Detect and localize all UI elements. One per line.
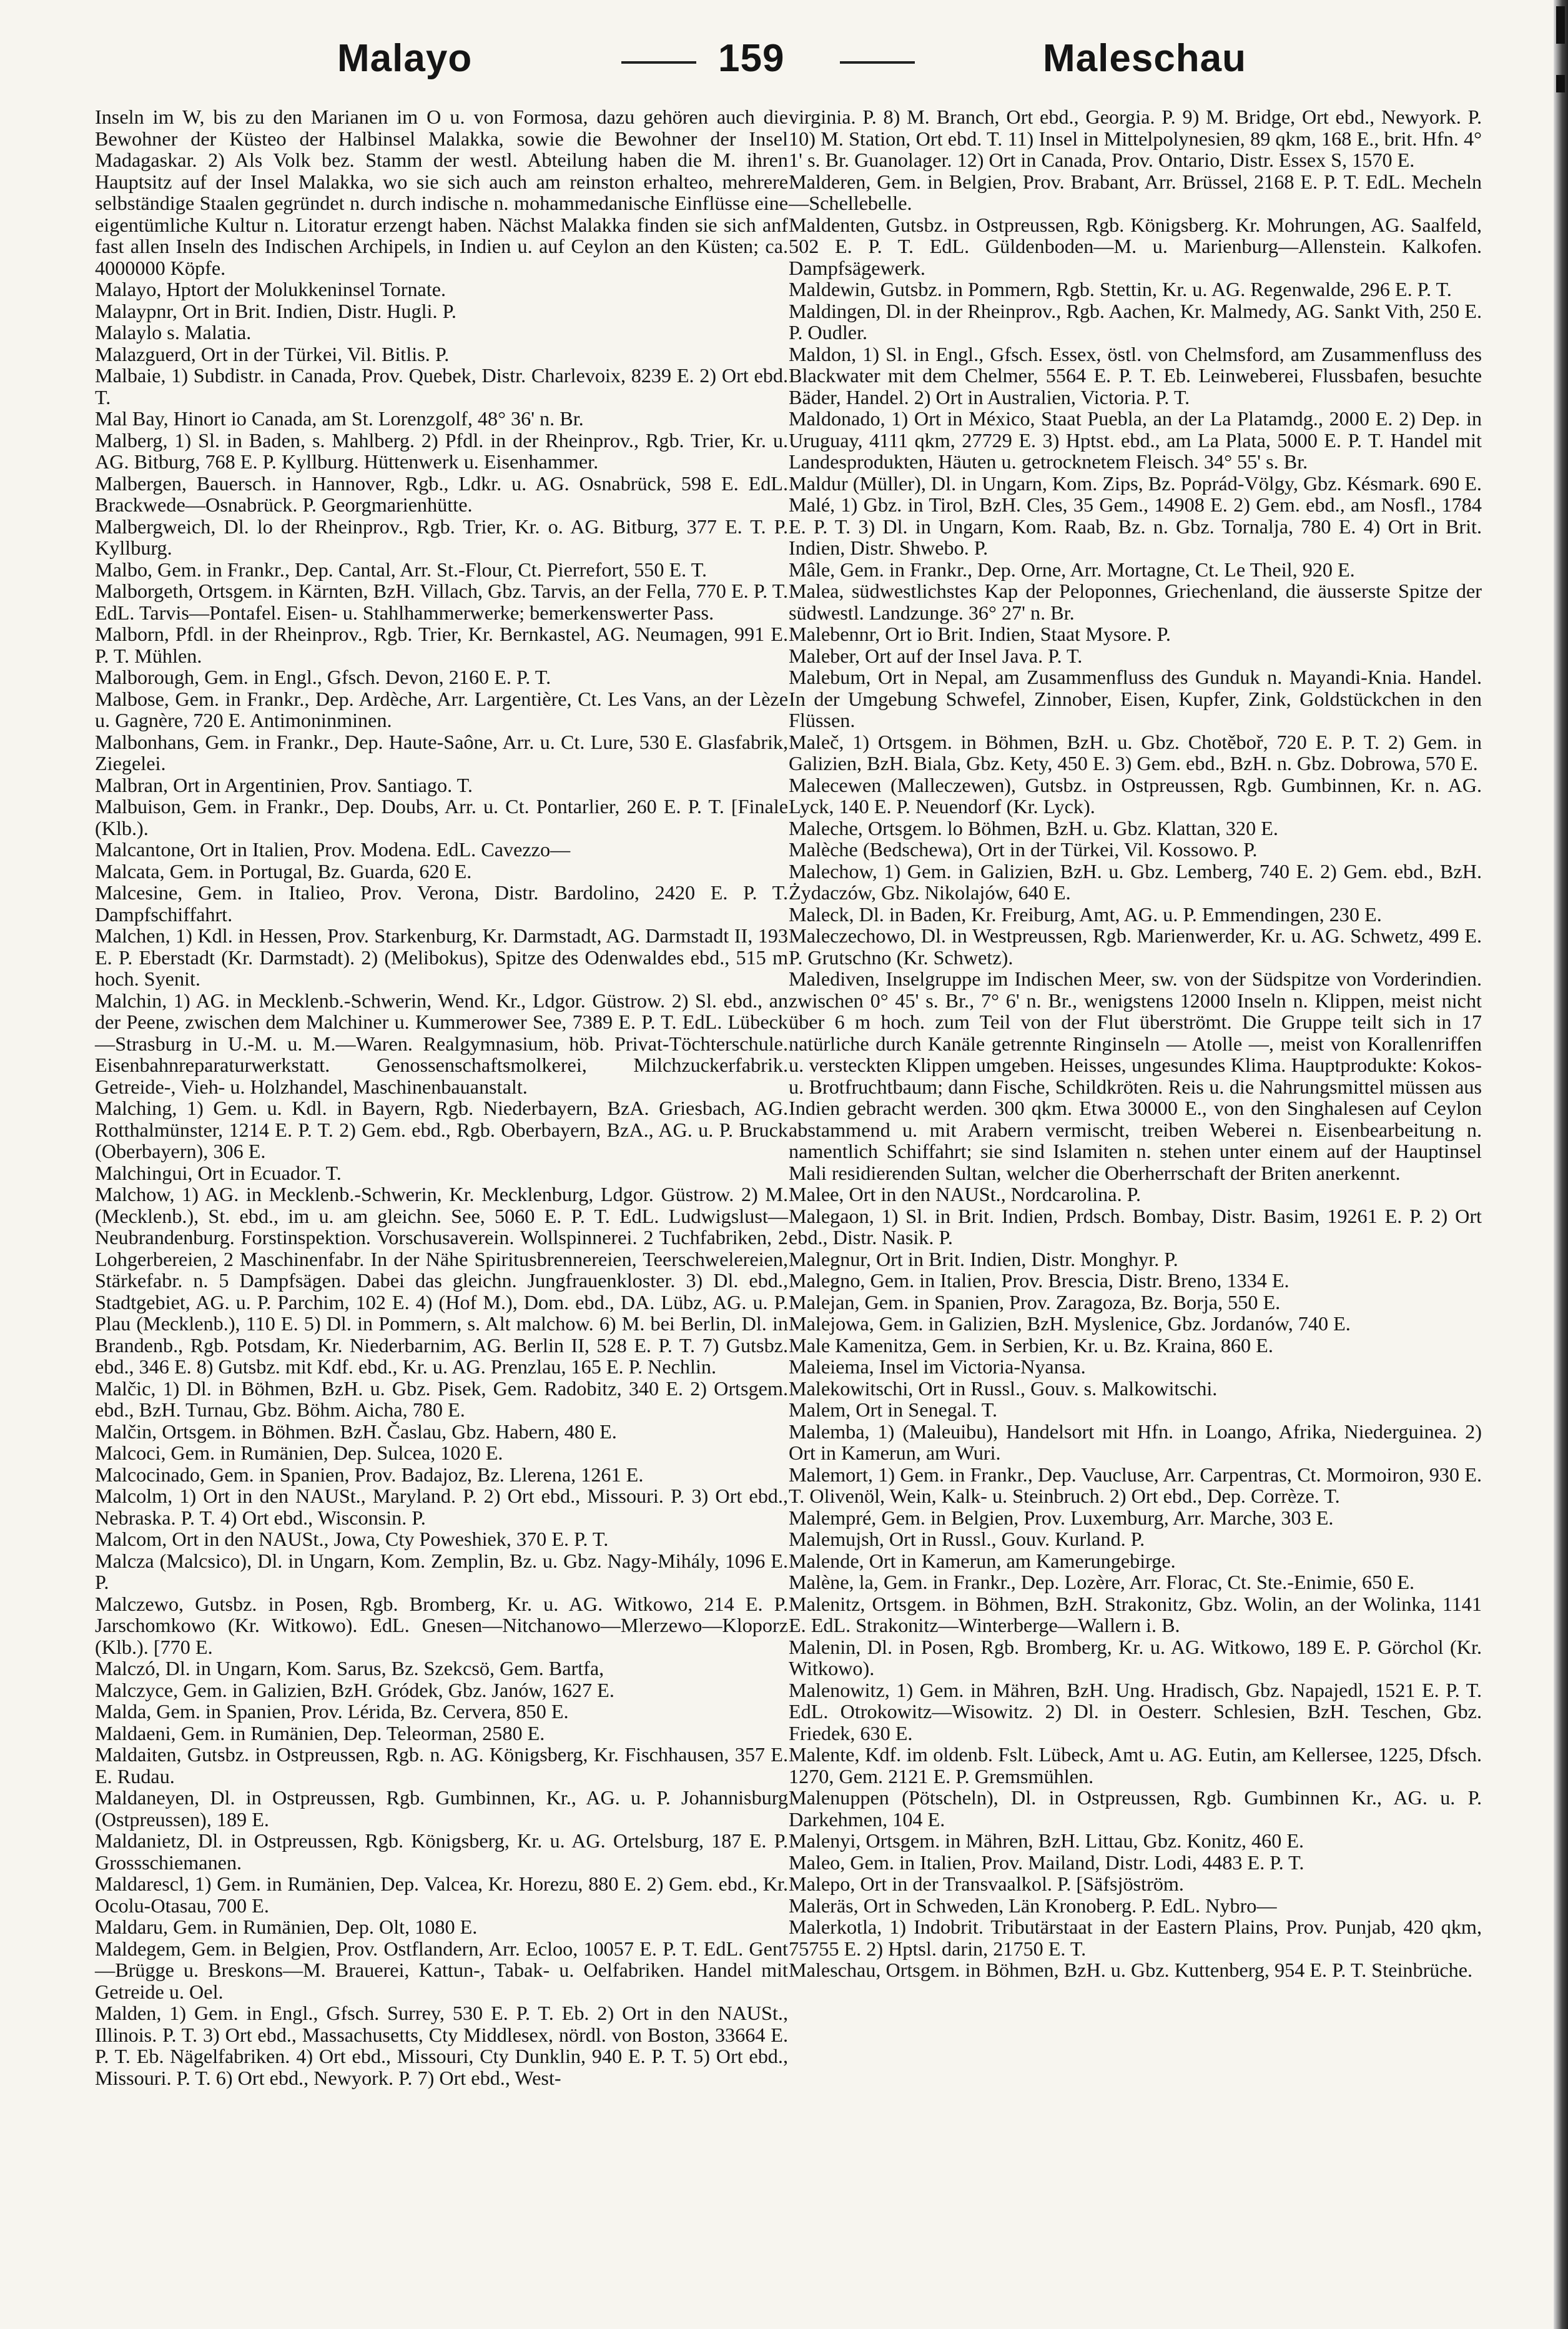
dictionary-entry: Malching, 1) Gem. u. Kdl. in Bayern, Rgb. Niederbayern, BzA. Griesbach, AG. Rotthalmünster, 1214 E. P. T. 2) Gem. ebd., Rgb. Oberbayern, BzA., AG. u. P. Bruck (Oberbayern), 306 E.	[95, 1097, 788, 1162]
page-number: 159	[718, 37, 785, 80]
dictionary-entry: Maldegem, Gem. in Belgien, Prov. Ostflandern, Arr. Ecloo, 10057 E. P. T. EdL. Gent—Brügge u. Breskons—M. Brauerei, Kattun-, Tabak- u. Oelfabriken. Handel mit Getreide u. Oel.	[95, 1937, 788, 2003]
dictionary-entry: Maleräs, Ort in Schweden, Län Kronoberg. P. EdL. Nybro—	[789, 1894, 1277, 1917]
dictionary-entry: Malborough, Gem. in Engl., Gfsch. Devon, 2160 E. P. T.	[95, 666, 551, 688]
scan-edge-mark	[1556, 6, 1565, 44]
dictionary-entry: Maleczechowo, Dl. in Westpreussen, Rgb. Marienwerder, Kr. u. AG. Schwetz, 499 E. P. Grutschno (Kr. Schwetz).	[789, 924, 1482, 969]
scan-edge-mark	[1556, 75, 1565, 92]
dictionary-entry: Malbo, Gem. in Frankr., Dep. Cantal, Arr. St.-Flour, Ct. Pierrefort, 550 E. T.	[95, 558, 708, 581]
dictionary-entry: Inseln im W, bis zu den Marianen im O u. von Formosa, dazu gehören auch die Bewohner der Küsteo der Halbinsel Malakka, sowie die Bewohner der Insel Madagaskar. 2) Als Volk bez. Stamm der westl. Abteilung haben die M. ihren Hauptsitz auf der Insel Malakka, wo sie sich auch am reinston erhalteo, mehrere selbständige Staalen gegründet n. durch indische n. mohammedanische Einflüsse eine eigentümliche Kultur n. Litoratur erzengt haben. Nächst Malakka finden sie sich anf fast allen Inseln des Indischen Archipels, in Indien u. auf Ceylon an den Küsten; ca. 4000000 Köpfe.	[95, 106, 788, 279]
dictionary-entry: Malayo, Hptort der Molukkeninsel Tornate.	[95, 278, 446, 300]
dictionary-entry: Malemba, 1) (Maleuibu), Handelsort mit Hfn. in Loango, Afrika, Niederguinea. 2) Ort in Kamerun, am Wuri.	[789, 1420, 1482, 1464]
dictionary-entry: Malderen, Gem. in Belgien, Prov. Brabant, Arr. Brüssel, 2168 E. P. T. EdL. Mecheln—Schellebelle.	[789, 170, 1482, 214]
dictionary-entry: Malberg, 1) Sl. in Baden, s. Mahlberg. 2) Pfdl. in der Rheinprov., Rgb. Trier, Kr. u. AG. Bitburg, 768 E. P. Kyllburg. Hüttenwerk u. Eisenhammer.	[95, 428, 788, 473]
dictionary-entry: Male Kamenitza, Gem. in Serbien, Kr. u. Bz. Kraina, 860 E.	[789, 1333, 1273, 1357]
dictionary-entry: Malčin, Ortsgem. in Böhmen. BzH. Časlau, Gbz. Habern, 480 E.	[95, 1420, 617, 1443]
dictionary-entry: Malcantone, Ort in Italien, Prov. Modena. EdL. Cavezzo—	[95, 838, 571, 861]
dictionary-entry: Maldon, 1) Sl. in Engl., Gfsch. Essex, östl. von Chelmsford, am Zusammenfluss des Blackwater mit dem Chelmer, 5564 E. P. T. Eb. Leinweberei, Flussbafen, besuchte Bäder, Handel. 2) Ort in Australien, Victoria. P. T.	[789, 342, 1482, 408]
dictionary-entry: Malerkotla, 1) Indobrit. Tributärstaat in der Eastern Plains, Prov. Punjab, 420 qkm, 75755 E. 2) Hptsl. darin, 21750 E. T.	[789, 1916, 1482, 1960]
dictionary-entry: Malem, Ort in Senegal. T.	[789, 1398, 998, 1421]
dictionary-entry: Malegnur, Ort in Brit. Indien, Distr. Monghyr. P.	[789, 1247, 1178, 1270]
right-column	[789, 106, 1482, 1981]
dictionary-entry: Malcocinado, Gem. in Spanien, Prov. Badajoz, Bz. Llerena, 1261 E.	[95, 1463, 644, 1486]
dictionary-entry: Malczó, Dl. in Ungarn, Kom. Sarus, Bz. Szekcsö, Gem. Bartfa,	[95, 1657, 604, 1679]
dictionary-entry: Maleschau, Ortsgem. in Böhmen, BzH. u. Gbz. Kuttenberg, 954 E. P. T. Steinbrüche.	[789, 1959, 1473, 1981]
dictionary-entry: Malèche (Bedschewa), Ort in der Türkei, Vil. Kossowo. P.	[789, 838, 1258, 861]
dictionary-entry: Malbonhans, Gem. in Frankr., Dep. Haute-Saône, Arr. u. Ct. Lure, 530 E. Glasfabrik, Ziegelei.	[95, 730, 788, 774]
dictionary-entry: Malegaon, 1) Sl. in Brit. Indien, Prdsch. Bombay, Distr. Basim, 19261 E. P. 2) Ort ebd., Distr. Nasik. P.	[789, 1204, 1482, 1249]
dictionary-entry: Malemujsh, Ort in Russl., Gouv. Kurland. P.	[789, 1528, 1145, 1550]
dictionary-entry: Malenin, Dl. in Posen, Rgb. Bromberg, Kr. u. AG. Witkowo, 189 E. P. Görchol (Kr. Witkowo).	[789, 1635, 1482, 1679]
dictionary-entry: Malekowitschi, Ort in Russl., Gouv. s. Malkowitschi.	[789, 1377, 1218, 1400]
dictionary-entry: Malchingui, Ort in Ecuador. T.	[95, 1161, 342, 1184]
header-last-entry-word: Maleschau	[1043, 37, 1247, 80]
dictionary-entry: Mal Bay, Hinort io Canada, am St. Lorenzgolf, 48° 36' n. Br.	[95, 407, 584, 430]
dictionary-entry: Malène, la, Gem. in Frankr., Dep. Lozère, Arr. Florac, Ct. Ste.-Enimie, 650 E.	[789, 1571, 1415, 1593]
dictionary-entry: Malborgeth, Ortsgem. in Kärnten, BzH. Villach, Gbz. Tarvis, an der Fella, 770 E. P. T. EdL. Tarvis—Pontafel. Eisen- u. Stahlhammerwerke; bemerkenswerter Pass.	[95, 580, 788, 624]
dictionary-entry: Maleiema, Insel im Victoria-Nyansa.	[789, 1355, 1086, 1378]
header-first-entry-word: Malayo	[337, 37, 473, 80]
header-dash-right	[840, 61, 915, 64]
dictionary-entry: Malborn, Pfdl. in der Rheinprov., Rgb. Trier, Kr. Bernkastel, AG. Neumagen, 991 E. P. T. Mühlen.	[95, 623, 788, 667]
dictionary-entry: Mâle, Gem. in Frankr., Dep. Orne, Arr. Mortagne, Ct. Le Theil, 920 E.	[789, 558, 1355, 581]
dictionary-entry: Maldaru, Gem. in Rumänien, Dep. Olt, 1080 E.	[95, 1916, 478, 1938]
dictionary-entry: Malende, Ort in Kamerun, am Kamerungebirge.	[789, 1549, 1176, 1572]
dictionary-entry: Malé, 1) Gbz. in Tirol, BzH. Cles, 35 Gem., 14908 E. 2) Gem. ebd., am Nosfl., 1784 E. P. T. 3) Dl. in Ungarn, Kom. Raab, Bz. n. Gbz. Tornalja, 780 E. 4) Ort in Brit. Indien, Distr. Shwebo. P.	[789, 493, 1482, 559]
dictionary-entry: Malczyce, Gem. in Galizien, BzH. Gródek, Gbz. Janów, 1627 E.	[95, 1678, 614, 1701]
dictionary-entry: Malbose, Gem. in Frankr., Dep. Ardèche, Arr. Largentière, Ct. Les Vans, an der Lèze u. Gagnère, 720 E. Antimoninminen.	[95, 687, 788, 731]
dictionary-entry: Malcata, Gem. in Portugal, Bz. Guarda, 620 E.	[95, 859, 472, 883]
dictionary-entry: Malcoci, Gem. in Rumänien, Dep. Sulcea, 1020 E.	[95, 1441, 503, 1464]
dictionary-entry: Malenitz, Ortsgem. in Böhmen, BzH. Strakonitz, Gbz. Wolin, an der Wolinka, 1141 E. EdL. Strakonitz—Winterberge—Wallern i. B.	[789, 1592, 1482, 1636]
dictionary-entry: Malediven, Inselgruppe im Indischen Meer, sw. von der Südspitze von Vorderindien. zwischen 0° 45' s. Br., 7° 6' n. Br., wenigstens 12000 Inseln n. Klippen, meist nicht über 6 m hoch. zum Teil von der Flut überströmt. Die Gruppe teilt sich in 17 natürliche durch Kanäle getrennte Ringinseln — Atolle —, meist von Korallenriffen u. versteckten Klippen umgeben. Heisses, ungesundes Klima. Hauptprodukte: Kokos- u. Brotfruchtbaum; dann Fische, Schildkröten. Reis u. die Nahrungsmittel müssen aus Indien gebracht werden. 300 qkm. Etwa 30000 E., von den Singhalesen auf Ceylon abstammend u. mit Arabern vermischt, treiben Weberei n. Eisenbearbeitung n. namentlich Schiffahrt; sie sind Islamiten n. stehen unter einem auf der Hauptinsel Mali residierenden Sultan, welcher die Oberherrschaft der Briten anerkennt.	[789, 967, 1482, 1184]
dictionary-entry: Malcza (Malcsico), Dl. in Ungarn, Kom. Zemplin, Bz. u. Gbz. Nagy-Mihály, 1096 E. P.	[95, 1549, 788, 1593]
dictionary-entry: Maldewin, Gutsbz. in Pommern, Rgb. Stettin, Kr. u. AG. Regenwalde, 296 E. P. T.	[789, 278, 1452, 300]
dictionary-entry: Malchin, 1) AG. in Mecklenb.-Schwerin, Wend. Kr., Ldgor. Güstrow. 2) Sl. ebd., an der Peene, zwischen dem Malchiner u. Kummerower See, 7389 E. P. T. EdL. Lübeck—Strasburg in U.-M. u. M.—Waren. Realgymnasium, höb. Privat-Töchterschule. Eisenbahnreparaturwerkstatt. Genossenschaftsmolkerei, Milchzuckerfabrik. Getreide-, Vieh- u. Holzhandel, Maschinenbauanstalt.	[95, 989, 788, 1098]
dictionary-entry: Malcolm, 1) Ort in den NAUSt., Maryland. P. 2) Ort ebd., Missouri. P. 3) Ort ebd., Nebraska. P. T. 4) Ort ebd., Wisconsin. P.	[95, 1485, 788, 1529]
dictionary-entry: Malbaie, 1) Subdistr. in Canada, Prov. Quebek, Distr. Charlevoix, 8239 E. 2) Ort ebd. T.	[95, 364, 788, 408]
dictionary-entry: Maleber, Ort auf der Insel Java. P. T.	[789, 644, 1083, 667]
dictionary-entry: Maleck, Dl. in Baden, Kr. Freiburg, Amt, AG. u. P. Emmendingen, 230 E.	[789, 902, 1382, 926]
dictionary-entry: Malda, Gem. in Spanien, Prov. Lérida, Bz. Cervera, 850 E.	[95, 1700, 569, 1723]
dictionary-entry: Malebum, Ort in Nepal, am Zusammenfluss des Gunduk n. Mayandi-Knia. Handel. In der Umgebung Schwefel, Zinnober, Eisen, Kupfer, Zink, Goldstückchen in den Flüssen.	[789, 666, 1482, 731]
dictionary-entry: Malecewen (Malleczewen), Gutsbz. in Ostpreussen, Rgb. Gumbinnen, Kr. n. AG. Lyck, 140 E. P. Neuendorf (Kr. Lyck).	[789, 773, 1482, 818]
dictionary-entry: Malente, Kdf. im oldenb. Fslt. Lübeck, Amt u. AG. Eutin, am Kellersee, 1225, Dfsch. 1270, Gem. 2121 E. P. Gremsmühlen.	[789, 1743, 1482, 1788]
dictionary-entry: Maleche, Ortsgem. lo Böhmen, BzH. u. Gbz. Klattan, 320 E.	[789, 816, 1278, 839]
dictionary-entry: Malcesine, Gem. in Italieo, Prov. Verona, Distr. Bardolino, 2420 E. P. T. Dampfschiffahrt.	[95, 881, 788, 926]
dictionary-entry: Maldarescl, 1) Gem. in Rumänien, Dep. Valcea, Kr. Horezu, 880 E. 2) Gem. ebd., Kr. Ocolu-Otasau, 700 E.	[95, 1872, 788, 1917]
dictionary-entry: Maldaeni, Gem. in Rumänien, Dep. Teleorman, 2580 E.	[95, 1721, 545, 1744]
dictionary-entry: Malbergweich, Dl. lo der Rheinprov., Rgb. Trier, Kr. o. AG. Bitburg, 377 E. T. P. Kyllburg.	[95, 515, 788, 559]
dictionary-entry: Malea, südwestlichstes Kap der Peloponnes, Griechenland, die äusserste Spitze der südwestl. Landzunge. 36° 27' n. Br.	[789, 580, 1482, 624]
dictionary-entry: Malenowitz, 1) Gem. in Mähren, BzH. Ung. Hradisch, Gbz. Napajedl, 1521 E. P. T. EdL. Otrokowitz—Wisowitz. 2) Dl. in Oesterr. Schlesien, BzH. Teschen, Gbz. Friedek, 630 E.	[789, 1678, 1482, 1744]
dictionary-entry: Malenuppen (Pötscheln), Dl. in Ostpreussen, Rgb. Gumbinnen Kr., AG. u. P. Darkehmen, 104 E.	[789, 1786, 1482, 1831]
dictionary-entry: Maldaneyen, Dl. in Ostpreussen, Rgb. Gumbinnen, Kr., AG. u. P. Johannisburg (Ostpreussen), 189 E.	[95, 1786, 788, 1831]
dictionary-entry: Malegno, Gem. in Italien, Prov. Brescia, Distr. Breno, 1334 E.	[789, 1269, 1289, 1292]
dictionary-entry: Maldaiten, Gutsbz. in Ostpreussen, Rgb. n. AG. Königsberg, Kr. Fischhausen, 357 E. E. Rudau.	[95, 1743, 788, 1788]
dictionary-entry: Malazguerd, Ort in der Türkei, Vil. Bitlis. P.	[95, 342, 450, 365]
dictionary-entry: Malbuison, Gem. in Frankr., Dep. Doubs, Arr. u. Ct. Pontarlier, 260 E. P. T. [Finale (Klb.).	[95, 795, 788, 839]
dictionary-entry: Maleč, 1) Ortsgem. in Böhmen, BzH. u. Gbz. Chotěboř, 720 E. P. T. 2) Gem. in Galizien, BzH. Biala, Gbz. Kety, 450 E. 3) Gem. ebd., BzH. n. Gbz. Dobrowa, 570 E.	[789, 730, 1482, 774]
left-column	[95, 106, 788, 2089]
header-dash-left	[621, 61, 696, 64]
dictionary-entry: Maldenten, Gutsbz. in Ostpreussen, Rgb. Königsberg. Kr. Mohrungen, AG. Saalfeld, 502 E. P. T. EdL. Güldenboden—M. u. Marienburg—Allenstein. Kalkofen. Dampfsägewerk.	[789, 213, 1482, 279]
dictionary-entry: Malčic, 1) Dl. in Böhmen, BzH. u. Gbz. Pisek, Gem. Radobitz, 340 E. 2) Ortsgem. ebd., BzH. Turnau, Gbz. Böhm. Aicha, 780 E.	[95, 1377, 788, 1421]
dictionary-entry: Malee, Ort in den NAUSt., Nordcarolina. P.	[789, 1183, 1141, 1205]
dictionary-entry: virginia. P. 8) M. Branch, Ort ebd., Georgia. P. 9) M. Bridge, Ort ebd., Newyork. P. 10) M. Station, Ort ebd. T. 11) Insel in Mittelpolynesien, 89 qkm, 168 E., brit. Hfn. 4° 1' s. Br. Guanolager. 12) Ort in Canada, Prov. Ontario, Distr. Essex S, 1570 E.	[789, 106, 1482, 171]
dictionary-entry: Maldanietz, Dl. in Ostpreussen, Rgb. Königsberg, Kr. u. AG. Ortelsburg, 187 E. P. Grossschiemanen.	[95, 1829, 788, 1874]
dictionary-entry: Malden, 1) Gem. in Engl., Gfsch. Surrey, 530 E. P. T. Eb. 2) Ort in den NAUSt., Illinois. P. T. 3) Ort ebd., Massachusetts, Cty Middlesex, nördl. von Boston, 33664 E. P. T. Eb. Nägelfabriken. 4) Ort ebd., Missouri, Cty Dunklin, 940 E. P. T. 5) Ort ebd., Missouri. P. T. 6) Ort ebd., Newyork. P. 7) Ort ebd., West-	[95, 2002, 788, 2089]
dictionary-entry: Malaylo s. Malatia.	[95, 321, 252, 344]
dictionary-entry: Maldur (Müller), Dl. in Ungarn, Kom. Zips, Bz. Poprád-Völgy, Gbz. Késmark. 690 E.	[789, 472, 1482, 495]
dictionary-entry: Malepo, Ort in der Transvaalkol. P. [Säfsjöström.	[789, 1872, 1184, 1895]
dictionary-entry: Malejan, Gem. in Spanien, Prov. Zaragoza, Bz. Borja, 550 E.	[789, 1290, 1281, 1313]
dictionary-entry: Maldingen, Dl. in der Rheinprov., Rgb. Aachen, Kr. Malmedy, AG. Sankt Vith, 250 E. P. Oudler.	[789, 299, 1482, 344]
dictionary-entry: Maldonado, 1) Ort in México, Staat Puebla, an der La Platamdg., 2000 E. 2) Dep. in Uruguay, 4111 qkm, 27729 E. 3) Hptst. ebd., am La Plata, 5000 E. P. T. Handel mit Landesprodukten, Häuten u. getrocknetem Fleisch. 34° 55' s. Br.	[789, 407, 1482, 473]
scan-edge-shadow	[1554, 0, 1568, 2329]
dictionary-entry: Malbergen, Bauersch. in Hannover, Rgb., Ldkr. u. AG. Osnabrück, 598 E. EdL. Brackwede—Osnabrück. P. Georgmarienhütte.	[95, 472, 788, 516]
dictionary-entry: Malenyi, Ortsgem. in Mähren, BzH. Littau, Gbz. Konitz, 460 E.	[789, 1829, 1304, 1852]
dictionary-entry: Malejowa, Gem. in Galizien, BzH. Myslenice, Gbz. Jordanów, 740 E.	[789, 1312, 1351, 1335]
dictionary-entry: Maleo, Gem. in Italien, Prov. Mailand, Distr. Lodi, 4483 E. P. T.	[789, 1851, 1304, 1874]
dictionary-entry: Malaypnr, Ort in Brit. Indien, Distr. Hugli. P.	[95, 299, 456, 322]
dictionary-entry: Malcom, Ort in den NAUSt., Jowa, Cty Poweshiek, 370 E. P. T.	[95, 1528, 609, 1550]
dictionary-entry: Malebennr, Ort io Brit. Indien, Staat Mysore. P.	[789, 623, 1171, 645]
dictionary-entry: Malemort, 1) Gem. in Frankr., Dep. Vaucluse, Arr. Carpentras, Ct. Mormoiron, 930 E. T. Olivenöl, Wein, Kalk- u. Steinbruch. 2) Ort ebd., Dep. Corrèze. T.	[789, 1463, 1482, 1507]
dictionary-entry: Malchow, 1) AG. in Mecklenb.-Schwerin, Kr. Mecklenburg, Ldgor. Güstrow. 2) M. (Mecklenb.), St. ebd., im u. am gleichn. See, 5060 E. P. T. EdL. Ludwigslust—Neubrandenburg. Forstinspektion. Vorschusaverein. Wollspinnerei. 2 Tuchfabriken, 2 Lohgerbereien, 2 Maschinenfabr. In der Nähe Spiritusbrennereien, Teerschwelereien, Stärkefabr. n. 5 Dampfsägen. Dabei das gleichn. Jungfrauenkloster. 3) Dl. ebd., Stadtgebiet, AG. u. P. Parchim, 102 E. 4) (Hof M.), Dom. ebd., DA. Lübz, AG. u. P. Plau (Mecklenb.), 110 E. 5) Dl. in Pommern, s. Alt malchow. 6) M. bei Berlin, Dl. in Brandenb., Rgb. Potsdam, Kr. Niederbarnim, AG. Berlin II, 528 E. P. T. 7) Gutsbz. ebd., 346 E. 8) Gutsbz. mit Kdf. ebd., Kr. u. AG. Prenzlau, 165 E. P. Nechlin.	[95, 1183, 788, 1378]
page-header	[94, 25, 1467, 94]
dictionary-entry: Malechow, 1) Gem. in Galizien, BzH. u. Gbz. Lemberg, 740 E. 2) Gem. ebd., BzH. Żydaczów, Gbz. Nikolajów, 640 E.	[789, 859, 1482, 904]
dictionary-entry: Malempré, Gem. in Belgien, Prov. Luxemburg, Arr. Marche, 303 E.	[789, 1506, 1334, 1529]
dictionary-entry: Malchen, 1) Kdl. in Hessen, Prov. Starkenburg, Kr. Darmstadt, AG. Darmstadt II, 193 E. P. Eberstadt (Kr. Darmstadt). 2) (Melibokus), Spitze des Odenwaldes ebd., 515 m hoch. Syenit.	[95, 924, 788, 990]
dictionary-entry: Malbran, Ort in Argentinien, Prov. Santiago. T.	[95, 773, 473, 796]
dictionary-entry: Malczewo, Gutsbz. in Posen, Rgb. Bromberg, Kr. u. AG. Witkowo, 214 E. P. Jarschomkowo (Kr. Witkowo). EdL. Gnesen—Nitchanowo—Mlerzewo—Kloporz (Klb.). [770 E.	[95, 1592, 788, 1658]
